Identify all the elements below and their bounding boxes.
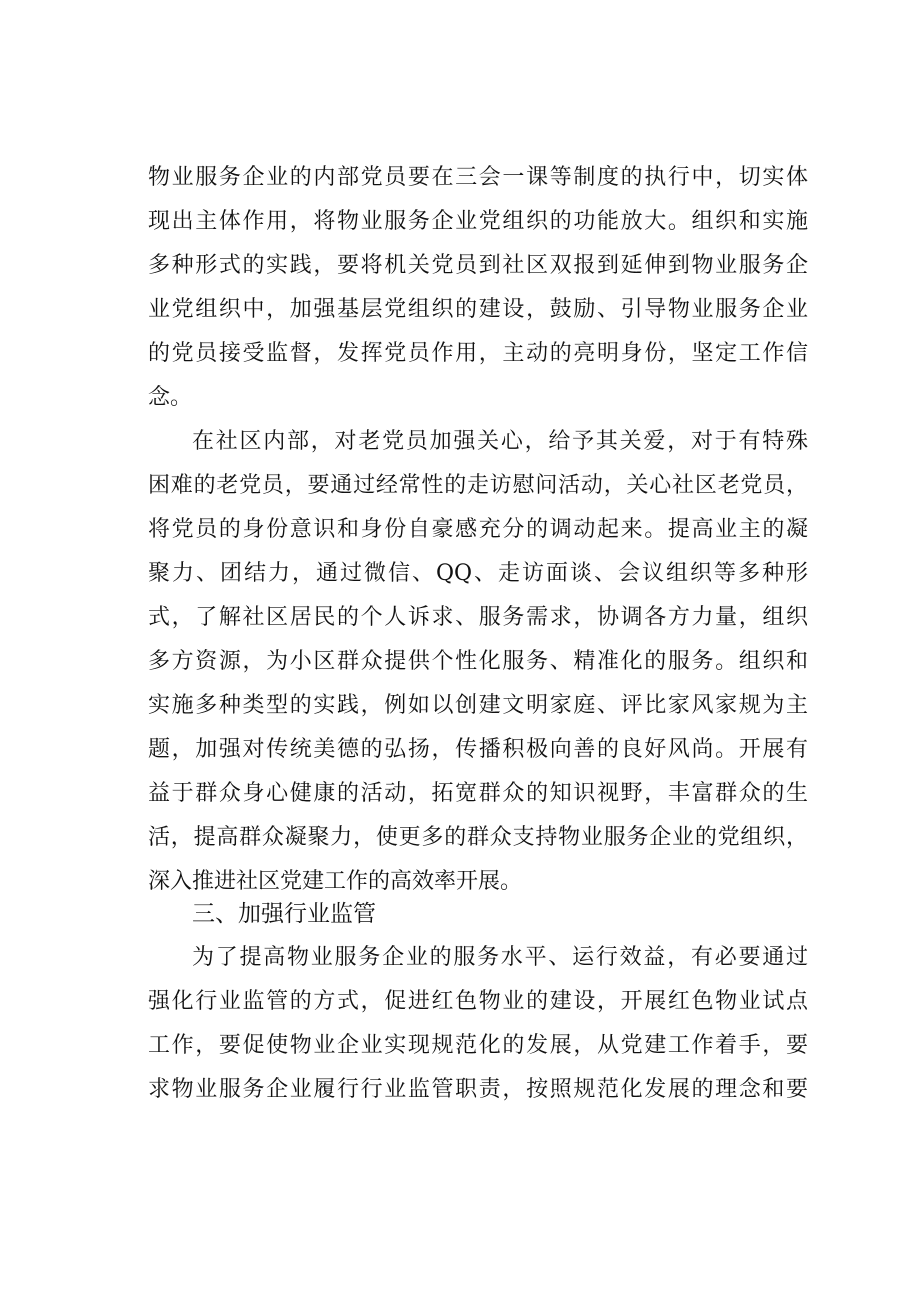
text-line: 聚力、团结力，通过微信、QQ、走访面谈、会议组织等多种形 [148, 561, 808, 586]
text-line: 深入推进社区党建工作的高效率开展。 [148, 869, 523, 894]
text-line: 强化行业监管的方式，促进红色物业的建设，开展红色物业试点 [148, 989, 808, 1014]
text-line: 业党组织中，加强基层党组织的建设，鼓励、引导物业服务企业 [148, 297, 808, 322]
paragraph-1 [148, 156, 808, 420]
text-line: 将党员的身份意识和身份自豪感充分的调动起来。提高业主的凝 [148, 517, 808, 542]
text-line: 念。 [148, 385, 193, 410]
text-line: 的党员接受监督，发挥党员作用，主动的亮明身份，坚定工作信 [148, 341, 808, 366]
text-line: 题，加强对传统美德的弘扬，传播积极向善的良好风尚。开展有 [148, 737, 808, 762]
section-heading: 三、加强行业监管 [192, 901, 376, 927]
text-line: 益于群众身心健康的活动，拓宽群众的知识视野，丰富群众的生 [148, 781, 808, 806]
text-line: 式，了解社区居民的个人诉求、服务需求，协调各方力量，组织 [148, 605, 808, 630]
text-line: 在社区内部，对老党员加强关心，给予其关爱，对于有特殊 [192, 429, 808, 454]
paragraph-3 [148, 936, 808, 1112]
text-line: 为了提高物业服务企业的服务水平、运行效益，有必要通过 [192, 945, 808, 970]
paragraph-2 [148, 420, 808, 904]
text-line: 现出主体作用，将物业服务企业党组织的功能放大。组织和实施 [148, 209, 808, 234]
text-line: 物业服务企业的内部党员要在三会一课等制度的执行中，切实体 [148, 165, 808, 190]
text-line: 求物业服务企业履行行业监管职责，按照规范化发展的理念和要 [148, 1077, 808, 1102]
text-line: 工作，要促使物业企业实现规范化的发展，从党建工作着手，要 [148, 1033, 808, 1058]
text-line: 困难的老党员，要通过经常性的走访慰问活动，关心社区老党员， [148, 473, 808, 498]
text-line: 活，提高群众凝聚力，使更多的群众支持物业服务企业的党组织， [148, 825, 808, 850]
text-line: 多方资源，为小区群众提供个性化服务、精准化的服务。组织和 [148, 649, 808, 674]
text-line: 多种形式的实践，要将机关党员到社区双报到延伸到物业服务企 [148, 253, 808, 278]
text-line: 实施多种类型的实践，例如以创建文明家庭、评比家风家规为主 [148, 693, 808, 718]
